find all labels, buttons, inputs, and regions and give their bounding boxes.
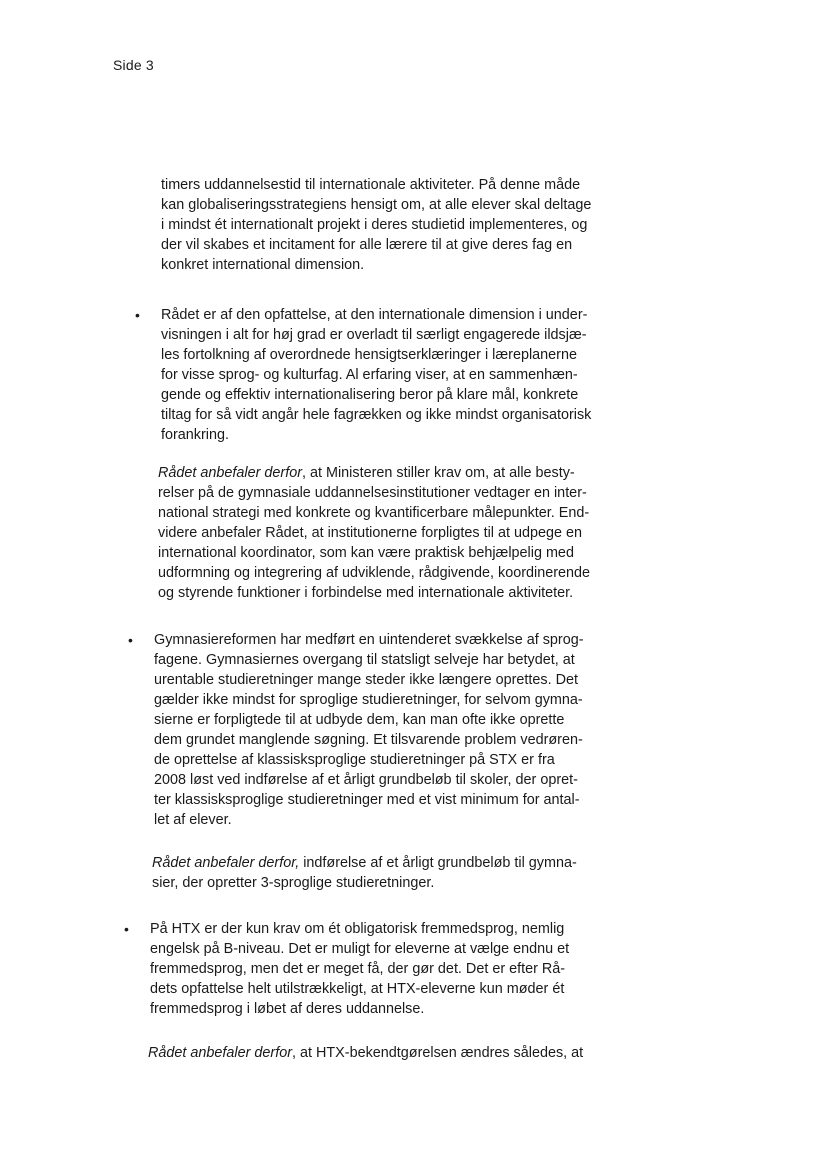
text-line: gælder ikke mindst for sproglige studieretninger, for selvom gymna- — [154, 692, 583, 708]
text-line: gende og effektiv internationalisering beror på klare mål, konkrete — [161, 387, 579, 403]
text-line: dets opfattelse helt utilstrækkeligt, at HTX-eleverne kun møder ét — [150, 981, 565, 997]
text-line: engelsk på B-niveau. Det er muligt for eleverne at vælge endnu et — [150, 941, 570, 957]
bullet-marker: • — [124, 921, 129, 937]
text-line: kan globaliseringsstrategiens hensigt om, at alle elever skal deltage — [161, 197, 592, 213]
text-line: relser på de gymnasiale uddannelsesinstitutioner vedtager en inter- — [158, 485, 587, 501]
text-line: fremmedsprog i løbet af deres uddannelse. — [150, 1001, 425, 1017]
text-line: fagene. Gymnasiernes overgang til statsligt selveje har betydet, at — [154, 652, 575, 668]
bullet-marker: • — [128, 632, 133, 648]
text-line: i mindst ét internationalt projekt i deres studietid implementeres, og — [161, 217, 588, 233]
text-line: tiltag for så vidt angår hele fagrækken og ikke mindst organisatorisk — [161, 407, 592, 423]
text-line: national strategi med konkrete og kvantificerbare målepunkter. End- — [158, 505, 590, 521]
text-line: udformning og integrering af udviklende, rådgivende, koordinerende — [158, 565, 591, 581]
text-line: videre anbefaler Rådet, at institutionerne forpligtes til at udpege en — [158, 525, 582, 541]
text-line: visningen i alt for høj grad er overladt til særligt engagerede ildsjæ- — [161, 327, 587, 343]
text-line: forankring. — [161, 427, 229, 443]
text-line: der vil skabes et incitament for alle lærere til at give deres fag en — [161, 237, 573, 253]
bullet-marker: • — [135, 307, 140, 323]
text-line: ter klassisksproglige studieretninger med et vist minimum for antal- — [154, 792, 580, 808]
recommendation-lead: Rådet anbefaler derfor — [158, 465, 302, 481]
text-line: Rådet anbefaler derfor, at HTX-bekendtgørelsen ændres således, at — [148, 1045, 584, 1061]
page-header-label: Side 3 — [113, 57, 154, 73]
text-line: les fortolkning af overordnede hensigtserklæringer i læreplanerne — [161, 347, 577, 363]
text-line: international koordinator, som kan være praktisk behjælpelig med — [158, 545, 574, 561]
text-line: Rådet anbefaler derfor, at Ministeren stiller krav om, at alle besty- — [158, 465, 575, 481]
text-line: timers uddannelsestid til internationale aktiviteter. På denne måde — [161, 177, 581, 193]
recommendation-lead: Rådet anbefaler derfor — [148, 1045, 292, 1061]
text-line: fremmedsprog, men det er meget få, der gør det. Det er efter Rå- — [150, 961, 566, 977]
text-line: Rådet er af den opfattelse, at den internationale dimension i under- — [161, 307, 588, 323]
recommendation-lead: Rådet anbefaler derfor, — [152, 855, 300, 871]
text-line: urentable studieretninger mange steder ikke længere oprettes. Det — [154, 672, 578, 688]
text-line: konkret international dimension. — [161, 257, 365, 273]
text-line: sierne er forpligtede til at udbyde dem, kan man ofte ikke oprette — [154, 712, 565, 728]
text-line: Gymnasiereformen har medført en uintenderet svækkelse af sprog- — [154, 632, 584, 648]
text-line: for visse sprog- og kulturfag. Al erfaring viser, at en sammenhæn- — [161, 367, 578, 383]
text-line: og styrende funktioner i forbindelse med internationale aktiviteter. — [158, 585, 574, 601]
text-line: På HTX er der kun krav om ét obligatorisk fremmedsprog, nemlig — [150, 921, 565, 937]
text-line: 2008 løst ved indførelse af et årligt grundbeløb til skoler, der opret- — [154, 772, 578, 788]
text-line: dem grundet manglende søgning. Et tilsvarende problem vedrøren- — [154, 732, 583, 748]
text-line: let af elever. — [154, 812, 232, 828]
text-line: de oprettelse af klassisksproglige studieretninger på STX er fra — [154, 752, 555, 768]
text-line: Rådet anbefaler derfor, indførelse af et årligt grundbeløb til gymna- — [152, 855, 577, 871]
text-line: sier, der opretter 3-sproglige studieretninger. — [152, 875, 435, 891]
